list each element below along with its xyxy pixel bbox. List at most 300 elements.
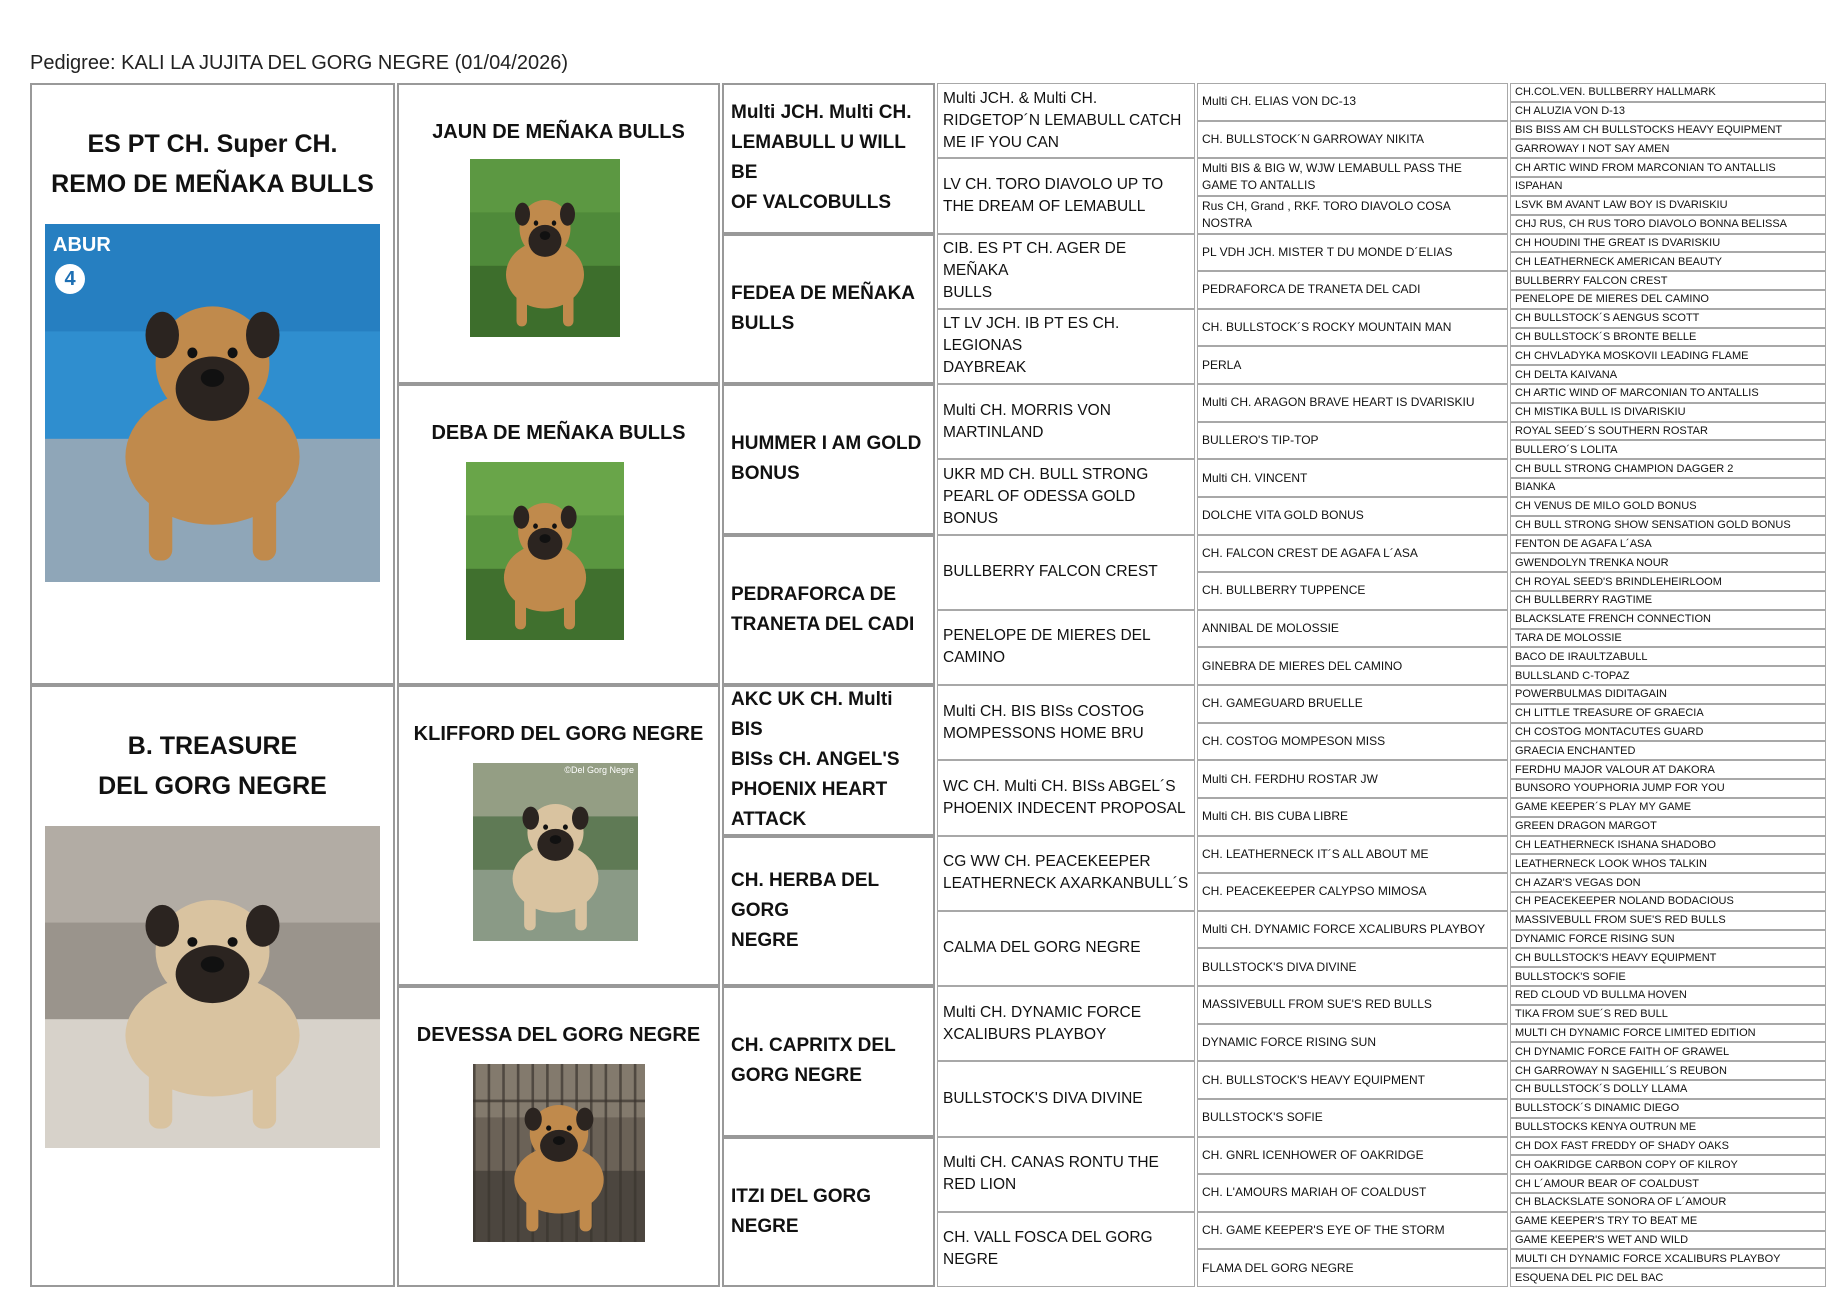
ancestor-cell-gen6 <box>1510 591 1826 610</box>
dog-name-line-2: PEARL OF ODESSA GOLD BONUS <box>943 487 1136 527</box>
dog-name: CH LITTLE TREASURE OF GRAECIA <box>1515 707 1704 720</box>
dog-name: FERDHU MAJOR VALOUR AT DAKORA <box>1515 763 1715 776</box>
cell-border <box>30 83 395 685</box>
ancestor-cell-gen6 <box>1510 290 1826 309</box>
dog-name-line-3: PHOENIX HEART <box>731 779 888 801</box>
ancestor-cell-gen6 <box>1510 234 1826 253</box>
dog-name-line-4: ATTACK <box>731 809 807 831</box>
ancestor-cell-gen5 <box>1197 1174 1508 1212</box>
dog-name: CH.COL.VEN. BULLBERRY HALLMARK <box>1515 86 1716 99</box>
ancestor-cell-gen5 <box>1197 798 1508 836</box>
dog-name-line-2: CAMINO <box>943 649 1005 667</box>
dog-name <box>1202 507 1364 524</box>
ancestor-cell-gen4 <box>937 685 1195 760</box>
dog-name: BULLSTOCK´S DINAMIC DIEGO <box>1515 1102 1680 1115</box>
ancestor-cell-gen5 <box>1197 234 1508 272</box>
cell-border <box>722 384 935 535</box>
ancestor-cell-gen6 <box>1510 836 1826 855</box>
ancestor-cell-gen6 <box>1510 1099 1826 1118</box>
dog-name-line-1: CH. BULLSTOCK'S HEAVY EQUIPMENT <box>1202 1072 1426 1087</box>
ancestor-cell-gen6 <box>1510 215 1826 234</box>
ancestor-cell-gen5 <box>1197 610 1508 648</box>
dog-name-line-1: Multi CH. BIS BISs COSTOG <box>943 702 1145 720</box>
ancestor-cell-gen5 <box>1197 1212 1508 1250</box>
ancestor-cell-gen6 <box>1510 102 1826 121</box>
dog-name-line-1: Multi JCH. & Multi CH. <box>943 89 1098 107</box>
dog-name <box>943 1088 1143 1110</box>
dog-name-line-2: THE DREAM OF LEMABULL <box>943 197 1146 215</box>
dog-name-line-1: UKR MD CH. BULL STRONG <box>943 465 1149 483</box>
ancestor-cell-gen6 <box>1510 158 1826 177</box>
ancestor-cell-gen5 <box>1197 1099 1508 1137</box>
dog-name <box>1202 1184 1426 1201</box>
dog-name <box>1202 198 1451 232</box>
ancestor-cell-gen6 <box>1510 328 1826 347</box>
dog-name <box>1202 394 1475 411</box>
dog-name-line-1: DYNAMIC FORCE RISING SUN <box>1202 1034 1377 1049</box>
dog-name-line-2: NOSTRA <box>1202 215 1253 230</box>
dog-name-line-2: MOMPESSONS HOME BRU <box>943 724 1144 742</box>
ancestor-cell-gen5 <box>1197 535 1508 573</box>
dog-name: TARA DE MOLOSSIE <box>1515 631 1622 644</box>
dog-name: CHJ RUS, CH RUS TORO DIAVOLO BONNA BELISSA <box>1515 218 1788 231</box>
dog-name-line-1: ITZI DEL GORG <box>731 1185 872 1207</box>
dog-name <box>1202 1109 1323 1126</box>
ancestor-cell-gen5 <box>1197 647 1508 685</box>
ancestor-cell-gen5 <box>1197 986 1508 1024</box>
dog-name-line-2: PHOENIX INDECENT PROPOSAL <box>943 799 1186 817</box>
ancestor-cell-gen5 <box>1197 760 1508 798</box>
ancestor-cell-gen5 <box>1197 309 1508 347</box>
dog-name: DEVESSA DEL GORG NEGRE <box>416 1024 701 1046</box>
dog-name-line-2: BISs CH. ANGEL'S <box>731 749 900 771</box>
dog-name-line-2: NEGRE <box>731 929 799 951</box>
dog-name-line-1: CH. COSTOG MOMPESON MISS <box>1202 733 1386 748</box>
ancestor-cell-gen5 <box>1197 83 1508 121</box>
dog-name: BULLSLAND C-TOPAZ <box>1515 669 1630 682</box>
dog-name-line-2: TRANETA DEL CADI <box>731 613 915 635</box>
cell-border <box>397 83 720 384</box>
dog-name-line-1: ANNIBAL DE MOLOSSIE <box>1202 621 1339 636</box>
ancestor-cell-gen6 <box>1510 384 1826 403</box>
dog-name <box>943 174 1163 218</box>
dog-name-line-2: BONUS <box>731 463 800 485</box>
ancestor-cell-gen4 <box>937 1212 1195 1287</box>
ancestor-cell-gen6 <box>1510 779 1826 798</box>
ancestor-cell-gen5 <box>1197 572 1508 610</box>
ancestor-cell-gen5 <box>1197 121 1508 159</box>
dog-name <box>1202 733 1385 750</box>
ancestor-cell-gen6 <box>1510 83 1826 102</box>
dog-name: ESQUENA DEL PIC DEL BAC <box>1515 1271 1664 1284</box>
ancestor-cell-gen6 <box>1510 1193 1826 1212</box>
ancestor-cell-gen4 <box>937 986 1195 1061</box>
cell-border <box>722 1137 935 1288</box>
dog-name-line-1: AKC UK CH. Multi BIS <box>731 689 893 741</box>
dog-name: DEBA DE MEÑAKA BULLS <box>431 422 686 444</box>
dog-name-line-1: Multi CH. DYNAMIC FORCE <box>943 1003 1142 1021</box>
ancestor-cell-gen6 <box>1510 1118 1826 1137</box>
dog-name-line-1: PERLA <box>1202 357 1242 372</box>
dog-name <box>1202 319 1451 336</box>
dog-name-line-1: CH. VALL FOSCA DEL GORG <box>943 1229 1153 1247</box>
cell-border <box>30 685 395 1287</box>
ancestor-cell-gen5 <box>1197 459 1508 497</box>
dog-name-line-1: PEDRAFORCA DE TRANETA DEL CADI <box>1202 282 1421 297</box>
ancestor-cell-gen6 <box>1510 553 1826 572</box>
ancestor-cell-gen6 <box>1510 817 1826 836</box>
ancestor-cell-gen6 <box>1510 422 1826 441</box>
dog-name-line-1: FLAMA DEL GORG NEGRE <box>1202 1260 1354 1275</box>
cell-border <box>722 685 935 836</box>
cell-border <box>397 384 720 685</box>
dog-name-line-2: DEL GORG NEGRE <box>98 772 327 800</box>
dog-name-line-3: OF VALCOBULLS <box>731 192 892 214</box>
ancestor-cell-gen5 <box>1197 1249 1508 1287</box>
dog-name-line-1: CH. GAMEGUARD BRUELLE <box>1202 696 1363 711</box>
ancestor-cell-gen6 <box>1510 1155 1826 1174</box>
dog-name-line-1: PL VDH JCH. MISTER T DU MONDE D´ELIAS <box>1202 244 1453 259</box>
ancestor-cell-gen4 <box>937 459 1195 534</box>
dog-name: GREEN DRAGON MARGOT <box>1515 820 1657 833</box>
ancestor-cell-gen6 <box>1510 459 1826 478</box>
dog-name: MULTI CH DYNAMIC FORCE XCALIBURS PLAYBOY <box>1515 1252 1781 1265</box>
ancestor-cell-gen6 <box>1510 572 1826 591</box>
dog-name-line-2: GAME TO ANTALLIS <box>1202 178 1316 193</box>
ancestor-cell-gen6 <box>1510 309 1826 328</box>
ancestor-cell-gen4 <box>937 384 1195 459</box>
dog-name: CH BULLSTOCK´S AENGUS SCOTT <box>1515 312 1700 325</box>
dog-name-line-1: Multi CH. CANAS RONTU THE <box>943 1154 1159 1172</box>
dog-name: FENTON DE AGAFA L´ASA <box>1515 537 1652 550</box>
ancestor-cell-gen6 <box>1510 478 1826 497</box>
dog-name: CH DYNAMIC FORCE FAITH OF GRAWEL <box>1515 1045 1730 1058</box>
dog-name-line-1: Multi BIS & BIG W, WJW LEMABULL PASS THE <box>1202 161 1462 176</box>
dog-name-line-1: CH. BULLBERRY TUPPENCE <box>1202 583 1366 598</box>
dog-name: CH LEATHERNECK ISHANA SHADOBO <box>1515 838 1716 851</box>
dog-name <box>1202 1147 1424 1164</box>
dog-name: CH BULLSTOCK'S HEAVY EQUIPMENT <box>1515 951 1717 964</box>
dog-name <box>1202 357 1241 374</box>
dog-name: GAME KEEPER'S WET AND WILD <box>1515 1233 1689 1246</box>
ancestor-cell-gen6 <box>1510 1080 1826 1099</box>
dog-name-line-1: CH. HERBA DEL GORG <box>731 869 879 921</box>
ancestor-cell-gen4 <box>937 83 1195 158</box>
dog-name: BIS BISS AM CH BULLSTOCKS HEAVY EQUIPMENT <box>1515 124 1783 137</box>
dog-name <box>943 1002 1141 1046</box>
dog-name: CH HOUDINI THE GREAT IS DVARISKIU <box>1515 236 1721 249</box>
dog-name: MASSIVEBULL FROM SUE'S RED BULLS <box>1515 914 1726 927</box>
ancestor-cell-gen5 <box>1197 685 1508 723</box>
dog-name-line-1: DOLCHE VITA GOLD BONUS <box>1202 508 1364 523</box>
dog-name <box>1202 1034 1376 1051</box>
dog-name: BULLBERRY FALCON CREST <box>1515 274 1668 287</box>
dog-name: CH LEATHERNECK AMERICAN BEAUTY <box>1515 255 1723 268</box>
cell-border <box>397 685 720 986</box>
dog-name: LSVK BM AVANT LAW BOY IS DVARISKIU <box>1515 199 1728 212</box>
dog-name: CH BLACKSLATE SONORA OF L´AMOUR <box>1515 1196 1727 1209</box>
dog-name-line-1: BULLSTOCK'S DIVA DIVINE <box>943 1089 1143 1107</box>
dog-name-line-2: DAYBREAK <box>943 359 1027 377</box>
ancestor-cell-gen6 <box>1510 723 1826 742</box>
dog-name: BUNSORO YOUPHORIA JUMP FOR YOU <box>1515 782 1725 795</box>
ancestor-cell-gen6 <box>1510 1061 1826 1080</box>
dog-name <box>943 701 1144 745</box>
dog-name: RED CLOUD VD BULLMA HOVEN <box>1515 989 1687 1002</box>
dog-name-line-1: B. TREASURE <box>127 732 298 760</box>
ancestor-cell-gen6 <box>1510 1174 1826 1193</box>
dog-name-line-2: BULLS <box>943 284 993 302</box>
dog-name <box>1202 131 1424 148</box>
dog-name <box>1202 808 1348 825</box>
dog-name: BLACKSLATE FRENCH CONNECTION <box>1515 613 1711 626</box>
dog-name-line-2: BULLS <box>731 312 795 334</box>
dog-name <box>1202 545 1418 562</box>
dog-name: CH AZAR'S VEGAS DON <box>1515 876 1641 889</box>
dog-name <box>1202 244 1452 261</box>
dog-name: GWENDOLYN TRENKA NOUR <box>1515 556 1669 569</box>
dog-name-line-2: RIDGETOP´N LEMABULL CATCH <box>943 111 1182 129</box>
dog-name: GRAECIA ENCHANTED <box>1515 744 1636 757</box>
dog-name: TIKA FROM SUE´S RED BULL <box>1515 1008 1668 1021</box>
ancestor-cell-gen4 <box>937 911 1195 986</box>
ancestor-cell-gen6 <box>1510 252 1826 271</box>
dog-name <box>1202 959 1357 976</box>
ancestor-cell-gen6 <box>1510 911 1826 930</box>
dog-name: CH MISTIKA BULL IS DIVARISKIU <box>1515 406 1686 419</box>
dog-name <box>943 464 1189 530</box>
ancestor-cell-gen6 <box>1510 1249 1826 1268</box>
cell-border <box>722 234 935 385</box>
ancestor-cell-gen6 <box>1510 873 1826 892</box>
dog-name: BULLERO´S LOLITA <box>1515 443 1618 456</box>
dog-name <box>943 1227 1153 1271</box>
ancestor-cell-gen5 <box>1197 497 1508 535</box>
dog-name-line-1: MASSIVEBULL FROM SUE'S RED BULLS <box>1202 997 1432 1012</box>
ancestor-cell-gen6 <box>1510 1024 1826 1043</box>
ancestor-cell-gen6 <box>1510 271 1826 290</box>
ancestor-cell-gen5 <box>1197 196 1508 234</box>
dog-name <box>1202 470 1307 487</box>
dog-name <box>943 851 1188 895</box>
dog-name <box>1202 658 1402 675</box>
dog-name <box>1202 93 1356 110</box>
cell-border <box>722 535 935 686</box>
ancestor-cell-gen6 <box>1510 986 1826 1005</box>
dog-name <box>1202 160 1462 194</box>
dog-name <box>1202 921 1485 938</box>
dog-name-line-2: RED LION <box>943 1176 1017 1194</box>
dog-name-line-1: Multi CH. DYNAMIC FORCE XCALIBURS PLAYBOY <box>1202 922 1486 937</box>
dog-name <box>1202 846 1429 863</box>
ancestor-cell-gen6 <box>1510 798 1826 817</box>
dog-name: CH GARROWAY N SAGEHILL´S REUBON <box>1515 1064 1727 1077</box>
ancestor-cell-gen6 <box>1510 1042 1826 1061</box>
dog-name <box>1202 996 1432 1013</box>
dog-name-line-1: BULLBERRY FALCON CREST <box>943 563 1158 581</box>
dog-name-line-1: Rus CH, Grand , RKF. TORO DIAVOLO COSA <box>1202 198 1451 213</box>
ancestor-cell-gen5 <box>1197 1061 1508 1099</box>
dog-name: GAME KEEPER´S PLAY MY GAME <box>1515 801 1692 814</box>
ancestor-cell-gen5 <box>1197 422 1508 460</box>
dog-name-line-1: LV CH. TORO DIAVOLO UP TO <box>943 175 1164 193</box>
dog-name <box>943 88 1181 154</box>
ancestor-cell-gen5 <box>1197 723 1508 761</box>
dog-name-line-2: XCALIBURS PLAYBOY <box>943 1025 1107 1043</box>
dog-name: CH OAKRIDGE CARBON COPY OF KILROY <box>1515 1158 1738 1171</box>
dog-name: CH BULL STRONG CHAMPION DAGGER 2 <box>1515 462 1734 475</box>
dog-name: CH ARTIC WIND FROM MARCONIAN TO ANTALLIS <box>1515 161 1776 174</box>
dog-name-line-2: NEGRE <box>943 1251 999 1269</box>
ancestor-cell-gen6 <box>1510 760 1826 779</box>
dog-name: CH ROYAL SEED'S BRINDLEHEIRLOOM <box>1515 575 1722 588</box>
photo-number-badge: 4 <box>55 264 85 294</box>
dog-name: GAME KEEPER'S TRY TO BEAT ME <box>1515 1215 1698 1228</box>
dog-name: DYNAMIC FORCE RISING SUN <box>1515 932 1675 945</box>
dog-name-line-1: CH. PEACEKEEPER CALYPSO MIMOSA <box>1202 884 1427 899</box>
dog-name-line-2: GORG NEGRE <box>731 1065 862 1087</box>
ancestor-cell-gen5 <box>1197 836 1508 874</box>
dog-name <box>1202 883 1427 900</box>
dog-name <box>1202 1222 1445 1239</box>
ancestor-cell-gen6 <box>1510 1005 1826 1024</box>
ancestor-cell-gen5 <box>1197 384 1508 422</box>
dog-name <box>1202 771 1378 788</box>
dog-name <box>1202 432 1319 449</box>
ancestor-cell-gen6 <box>1510 629 1826 648</box>
dog-name <box>943 238 1189 304</box>
dog-name-line-1: Multi CH. ELIAS VON DC-13 <box>1202 94 1357 109</box>
ancestor-cell-gen4 <box>937 158 1195 233</box>
dog-name: CH ALUZIA VON D-13 <box>1515 105 1626 118</box>
dog-name: CH VENUS DE MILO GOLD BONUS <box>1515 500 1697 513</box>
dog-name <box>1202 620 1339 637</box>
dog-name-line-2: LEMABULL U WILL BE <box>731 132 906 184</box>
dog-name-line-1: GINEBRA DE MIERES DEL CAMINO <box>1202 658 1403 673</box>
dog-name <box>1202 1260 1354 1277</box>
dog-name-line-2: LEATHERNECK AXARKANBULL´S <box>943 875 1189 893</box>
ancestor-cell-gen4 <box>937 535 1195 610</box>
dog-name-line-1: CIB. ES PT CH. AGER DE MEÑAKA <box>943 240 1127 280</box>
dog-name-line-3: ME IF YOU CAN <box>943 133 1059 151</box>
dog-name-line-1: ES PT CH. Super CH. <box>87 130 338 158</box>
dog-name-line-1: PENELOPE DE MIERES DEL <box>943 627 1151 645</box>
ancestor-cell-gen5 <box>1197 911 1508 949</box>
ancestor-cell-gen6 <box>1510 139 1826 158</box>
dog-name <box>1202 582 1365 599</box>
page-title: Pedigree: KALI LA JUJITA DEL GORG NEGRE (01/04/2026) <box>30 52 569 74</box>
ancestor-cell-gen5 <box>1197 873 1508 911</box>
dog-name: POWERBULMAS DIDITAGAIN <box>1515 688 1667 701</box>
ancestor-cell-gen6 <box>1510 666 1826 685</box>
dog-name: GARROWAY I NOT SAY AMEN <box>1515 142 1670 155</box>
dog-name: CH BULLSTOCK´S BRONTE BELLE <box>1515 330 1697 343</box>
dog-name-line-1: BULLERO'S TIP-TOP <box>1202 432 1319 447</box>
ancestor-cell-gen6 <box>1510 196 1826 215</box>
dog-name <box>1202 695 1363 712</box>
dog-name <box>1202 1072 1425 1089</box>
ancestor-cell-gen6 <box>1510 440 1826 459</box>
dog-name: CH BULL STRONG SHOW SENSATION GOLD BONUS <box>1515 519 1791 532</box>
ancestor-cell-gen4 <box>937 610 1195 685</box>
ancestor-cell-gen6 <box>1510 647 1826 666</box>
dog-name-line-1: Multi CH. BIS CUBA LIBRE <box>1202 809 1349 824</box>
dog-name-line-1: BULLSTOCK'S SOFIE <box>1202 1110 1323 1125</box>
ancestor-cell-gen6 <box>1510 497 1826 516</box>
dog-name-line-1: CH. BULLSTOCK´N GARROWAY NIKITA <box>1202 131 1425 146</box>
dog-name: CH BULLBERRY RAGTIME <box>1515 594 1653 607</box>
cell-border <box>722 83 935 234</box>
dog-name-line-1: WC CH. Multi CH. BISs ABGEL´S <box>943 777 1176 795</box>
ancestor-cell-gen6 <box>1510 892 1826 911</box>
dog-name-line-1: FEDEA DE MEÑAKA <box>731 282 916 304</box>
dog-name: CH COSTOG MONTACUTES GUARD <box>1515 726 1704 739</box>
ancestor-cell-gen6 <box>1510 741 1826 760</box>
dog-name: CH CHVLADYKA MOSKOVII LEADING FLAME <box>1515 349 1749 362</box>
ancestor-cell-gen5 <box>1197 158 1508 196</box>
cell-border <box>397 986 720 1287</box>
dog-name-line-2: NEGRE <box>731 1215 799 1237</box>
dog-name <box>943 1152 1159 1196</box>
dog-name: CH BULLSTOCK´S DOLLY LLAMA <box>1515 1083 1688 1096</box>
dog-name: CH PEACEKEEPER NOLAND BODACIOUS <box>1515 895 1734 908</box>
dog-name-line-1: CH. BULLSTOCK´S ROCKY MOUNTAIN MAN <box>1202 320 1452 335</box>
ancestor-cell-gen4 <box>937 1137 1195 1212</box>
dog-name-line-2: REMO DE MEÑAKA BULLS <box>51 170 374 198</box>
dog-name <box>943 400 1111 444</box>
ancestor-cell-gen6 <box>1510 930 1826 949</box>
dog-name-line-2: MARTINLAND <box>943 423 1044 441</box>
dog-name <box>943 313 1189 379</box>
dog-name: BACO DE IRAULTZABULL <box>1515 650 1648 663</box>
dog-name-line-1: Multi CH. MORRIS VON <box>943 401 1111 419</box>
ancestor-cell-gen6 <box>1510 346 1826 365</box>
dog-name <box>943 937 1141 959</box>
dog-name: LEATHERNECK LOOK WHOS TALKIN <box>1515 857 1707 870</box>
photo-watermark-text: ©Del Gorg Negre <box>564 765 634 775</box>
ancestor-cell-gen4 <box>937 1061 1195 1136</box>
ancestor-cell-gen6 <box>1510 177 1826 196</box>
ancestor-cell-gen5 <box>1197 1137 1508 1175</box>
ancestor-cell-gen6 <box>1510 1212 1826 1231</box>
dog-name: CH DOX FAST FREDDY OF SHADY OAKS <box>1515 1139 1729 1152</box>
dog-name <box>943 625 1151 669</box>
dog-name: ROYAL SEED´S SOUTHERN ROSTAR <box>1515 425 1708 438</box>
ancestor-cell-gen5 <box>1197 948 1508 986</box>
ancestor-cell-gen6 <box>1510 365 1826 384</box>
dog-name-line-1: Multi CH. ARAGON BRAVE HEART IS DVARISKIU <box>1202 395 1475 410</box>
dog-name: BULLSTOCK'S SOFIE <box>1515 970 1626 983</box>
dog-name: CH L´AMOUR BEAR OF COALDUST <box>1515 1177 1699 1190</box>
ancestor-cell-gen5 <box>1197 346 1508 384</box>
dog-name-line-1: Multi CH. VINCENT <box>1202 470 1308 485</box>
dog-name: BIANKA <box>1515 481 1556 494</box>
dog-name <box>943 561 1158 583</box>
dog-name <box>1202 281 1421 298</box>
dog-name: PENELOPE DE MIERES DEL CAMINO <box>1515 293 1709 306</box>
ancestor-cell-gen6 <box>1510 403 1826 422</box>
dog-name: CH ARTIC WIND OF MARCONIAN TO ANTALLIS <box>1515 387 1759 400</box>
dog-name <box>943 776 1186 820</box>
dog-name-line-1: CH. LEATHERNECK IT´S ALL ABOUT ME <box>1202 846 1429 861</box>
dog-name-line-1: PEDRAFORCA DE <box>731 583 897 605</box>
dog-name-line-1: CH. L'AMOURS MARIAH OF COALDUST <box>1202 1185 1427 1200</box>
ancestor-cell-gen6 <box>1510 535 1826 554</box>
ancestor-cell-gen6 <box>1510 704 1826 723</box>
dog-name-line-1: Multi JCH. Multi CH. <box>731 102 912 124</box>
dog-name: BULLSTOCKS KENYA OUTRUN ME <box>1515 1121 1697 1134</box>
ancestor-cell-gen6 <box>1510 685 1826 704</box>
